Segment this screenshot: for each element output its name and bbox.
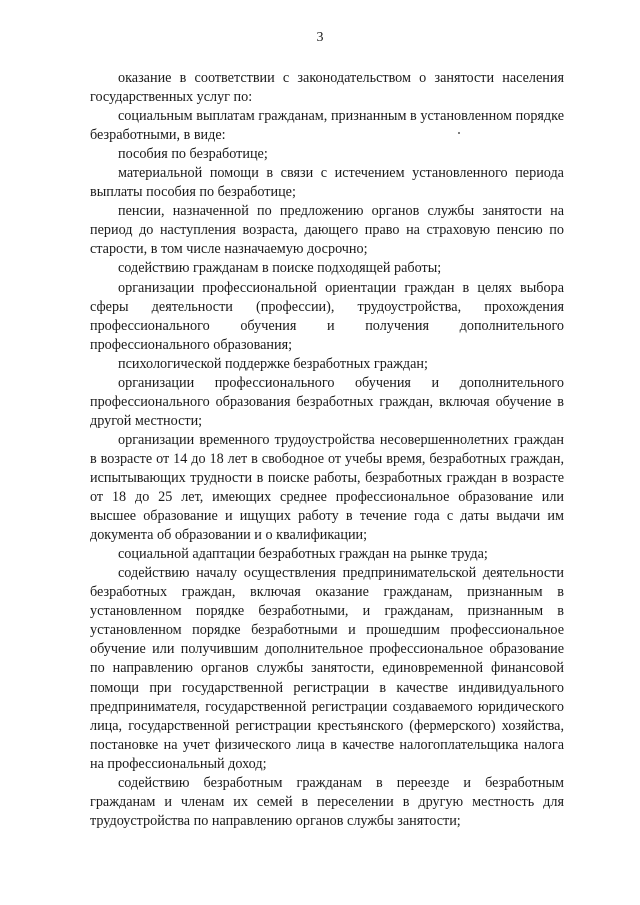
paragraph-social-adaptation: социальной адаптации безработных граждан на рынке труда; (118, 546, 488, 563)
paragraph-social-payments: социальным выплатам гражданам, признанным в установленном порядке безработными, в виде: (90, 108, 564, 144)
paragraph-entrepreneurship: содействию началу осуществления предпринимательской деятельности безработных граждан, включая оказание гражданам, признанным в установленном порядке безработными, и гражданам, признанным в установленном порядке безработными и прошедшим профессиональное обучение или получившим дополнительное профессиональное образование по направлению органов службы занятости, единовременной финансовой помощи при государственной регистрации в качестве индивидуального предпринимателя, государственной регистрации создаваемого юридического лица, государственной регистрации крестьянского (фермерского) хозяйства, постановке на учет физического лица в качестве налогоплательщика налога на профессиональный доход; (90, 565, 564, 772)
scan-speck (458, 132, 460, 134)
paragraph-vocational-training: организации профессионального обучения и дополнительного профессионального образования безработных граждан, включая обучение в другой местности; (90, 374, 564, 429)
paragraph-relocation: содействию безработным гражданам в переезде и безработным гражданам и членам их семей в переселении в другую местность для трудоустройства по направлению органов службы занятости; (90, 774, 564, 829)
paragraph-job-search: содействию гражданам в поиске подходящей работы; (118, 260, 442, 277)
paragraph-services-intro: оказание в соответствии с законодательством о занятости населения государственных услуг по: (90, 70, 564, 106)
paragraph-psychological-support: психологической поддержке безработных граждан; (118, 355, 428, 372)
paragraph-unemployment-benefit: пособия по безработице; (118, 146, 268, 163)
paragraph-career-guidance: организации профессиональной ориентации граждан в целях выбора сферы деятельности (профессии), трудоустройства, прохождения профессионального обучения и получения дополнительного профессионального образования; (90, 279, 564, 353)
paragraph-early-pension: пенсии, назначенной по предложению органов службы занятости на период до наступления возраста, дающего право на страховую пенсию по старости, в том числе назначаемую досрочно; (90, 203, 564, 258)
paragraph-temporary-employment: организации временного трудоустройства несовершеннолетних граждан в возрасте от 14 до 18 лет в свободное от учебы время, безработных граждан, испытывающих трудности в поиске работы, безработных граждан в возрасте от 18 до 25 лет, имеющих среднее профессиональное образование или высшее образование и ищущих работу в течение года с даты выдачи им документа об образовании и о квалификации; (90, 431, 564, 544)
page-number: 3 (316, 30, 324, 45)
paragraph-material-aid: материальной помощи в связи с истечением установленного периода выплаты пособия по безработице; (90, 165, 564, 201)
document-body (90, 69, 564, 831)
